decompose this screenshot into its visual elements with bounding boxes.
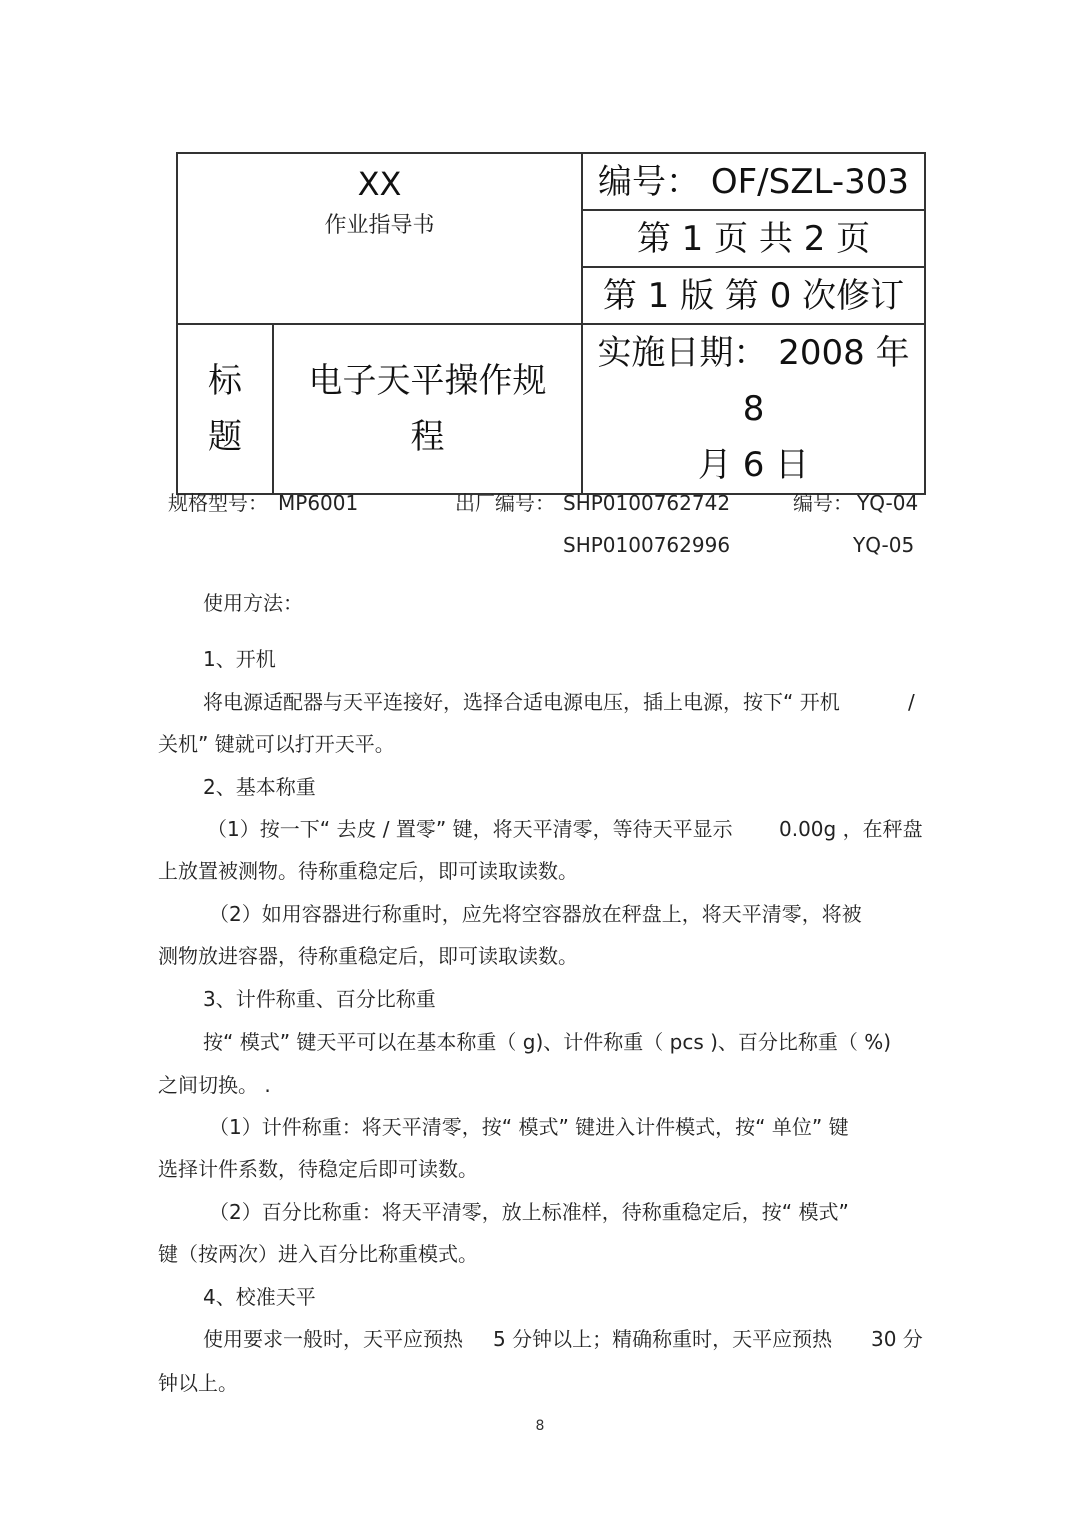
doc-type: 作业指导书 [324, 213, 435, 238]
section-2-heading: 2、基本称重 [203, 775, 316, 799]
section-3-item-2-line-2: 键（按两次）进入百分比称重模式。 [158, 1242, 478, 1266]
title-value-cell [273, 324, 582, 494]
section-4-text-part-1: 使用要求一般时，天平应预热 [203, 1327, 463, 1351]
org-cell [177, 153, 582, 324]
section-1-text-line-1: 将电源适配器与天平连接好，选择合适电源电压，插上电源，按下“ 开机 [203, 690, 840, 714]
section-1-text-line-2: 关机” 键就可以打开天平。 [158, 732, 395, 756]
serial-number-1: SHP0100762742 [563, 491, 731, 515]
section-4-text-part-2: 5 分钟以上；精确称重时，天平应预热 [493, 1327, 833, 1351]
title-label-cell [177, 324, 273, 494]
model-value: MP6001 [278, 491, 359, 515]
section-1-heading: 1、开机 [203, 647, 276, 671]
page-info: 第 1 页 共 2 页 [582, 210, 925, 267]
date-line-1: 实施日期： 2008 年 8 [597, 333, 910, 429]
section-3-text-line-2: 之间切换。 . [158, 1073, 271, 1097]
org-name: XX [357, 165, 402, 203]
serial-number-2: SHP0100762996 [563, 533, 731, 557]
doc-number: 编号： OF/SZL-303 [582, 153, 925, 210]
date-line-2: 月 6 日 [697, 445, 810, 485]
section-4-text-line-2: 钟以上。 [158, 1371, 238, 1395]
section-3-item-1-line-1: （1）计件称重：将天平清零，按“ 模式” 键进入计件模式，按“ 单位” 键 [209, 1115, 849, 1139]
section-4-text-part-3: 30 分 [871, 1327, 923, 1351]
section-2-item-2-line-1: （2）如用容器进行称重时，应先将空容器放在秤盘上，将天平清零，将被 [209, 902, 862, 926]
revision-info: 第 1 版 第 0 次修订 [582, 267, 925, 324]
section-4-heading: 4、校准天平 [203, 1285, 316, 1309]
title-line-2: 程 [410, 417, 445, 457]
section-2-item-2-line-2: 测物放进容器，待称重稳定后，即可读取读数。 [158, 944, 578, 968]
code-label: 编号： [793, 491, 853, 515]
title-label-1: 标 [208, 361, 242, 401]
page-number: 8 [535, 1418, 545, 1434]
date-cell [582, 324, 925, 494]
section-2-item-1-line-2: 上放置被测物。待称重稳定后，即可读取读数。 [158, 859, 578, 883]
section-3-item-2-line-1: （2）百分比称重：将天平清零，放上标准样，待称重稳定后，按“ 模式” [209, 1200, 849, 1224]
model-label: 规格型号： [168, 491, 268, 515]
section-3-item-1-line-2: 选择计件系数，待稳定后即可读数。 [158, 1157, 478, 1181]
title-label-2: 题 [208, 417, 242, 457]
code-2: YQ-05 [853, 533, 915, 557]
section-3-text-line-1: 按“ 模式” 键天平可以在基本称重（ g)、计件称重（ pcs )、百分比称重（ %) [203, 1030, 892, 1054]
title-line-1: 电子天平操作规 [308, 361, 547, 401]
serial-label: 出厂编号： [455, 491, 555, 515]
section-1-text-slash: / [908, 690, 915, 714]
section-3-heading: 3、计件称重、百分比称重 [203, 987, 436, 1011]
section-2-item-1-value: 0.00g ，在秤盘 [779, 817, 923, 841]
header-table [176, 152, 926, 495]
section-2-item-1-line-1: （1）按一下“ 去皮 / 置零” 键，将天平清零，等待天平显示 [207, 817, 733, 841]
code-1: YQ-04 [857, 491, 919, 515]
usage-heading: 使用方法： [203, 591, 303, 615]
